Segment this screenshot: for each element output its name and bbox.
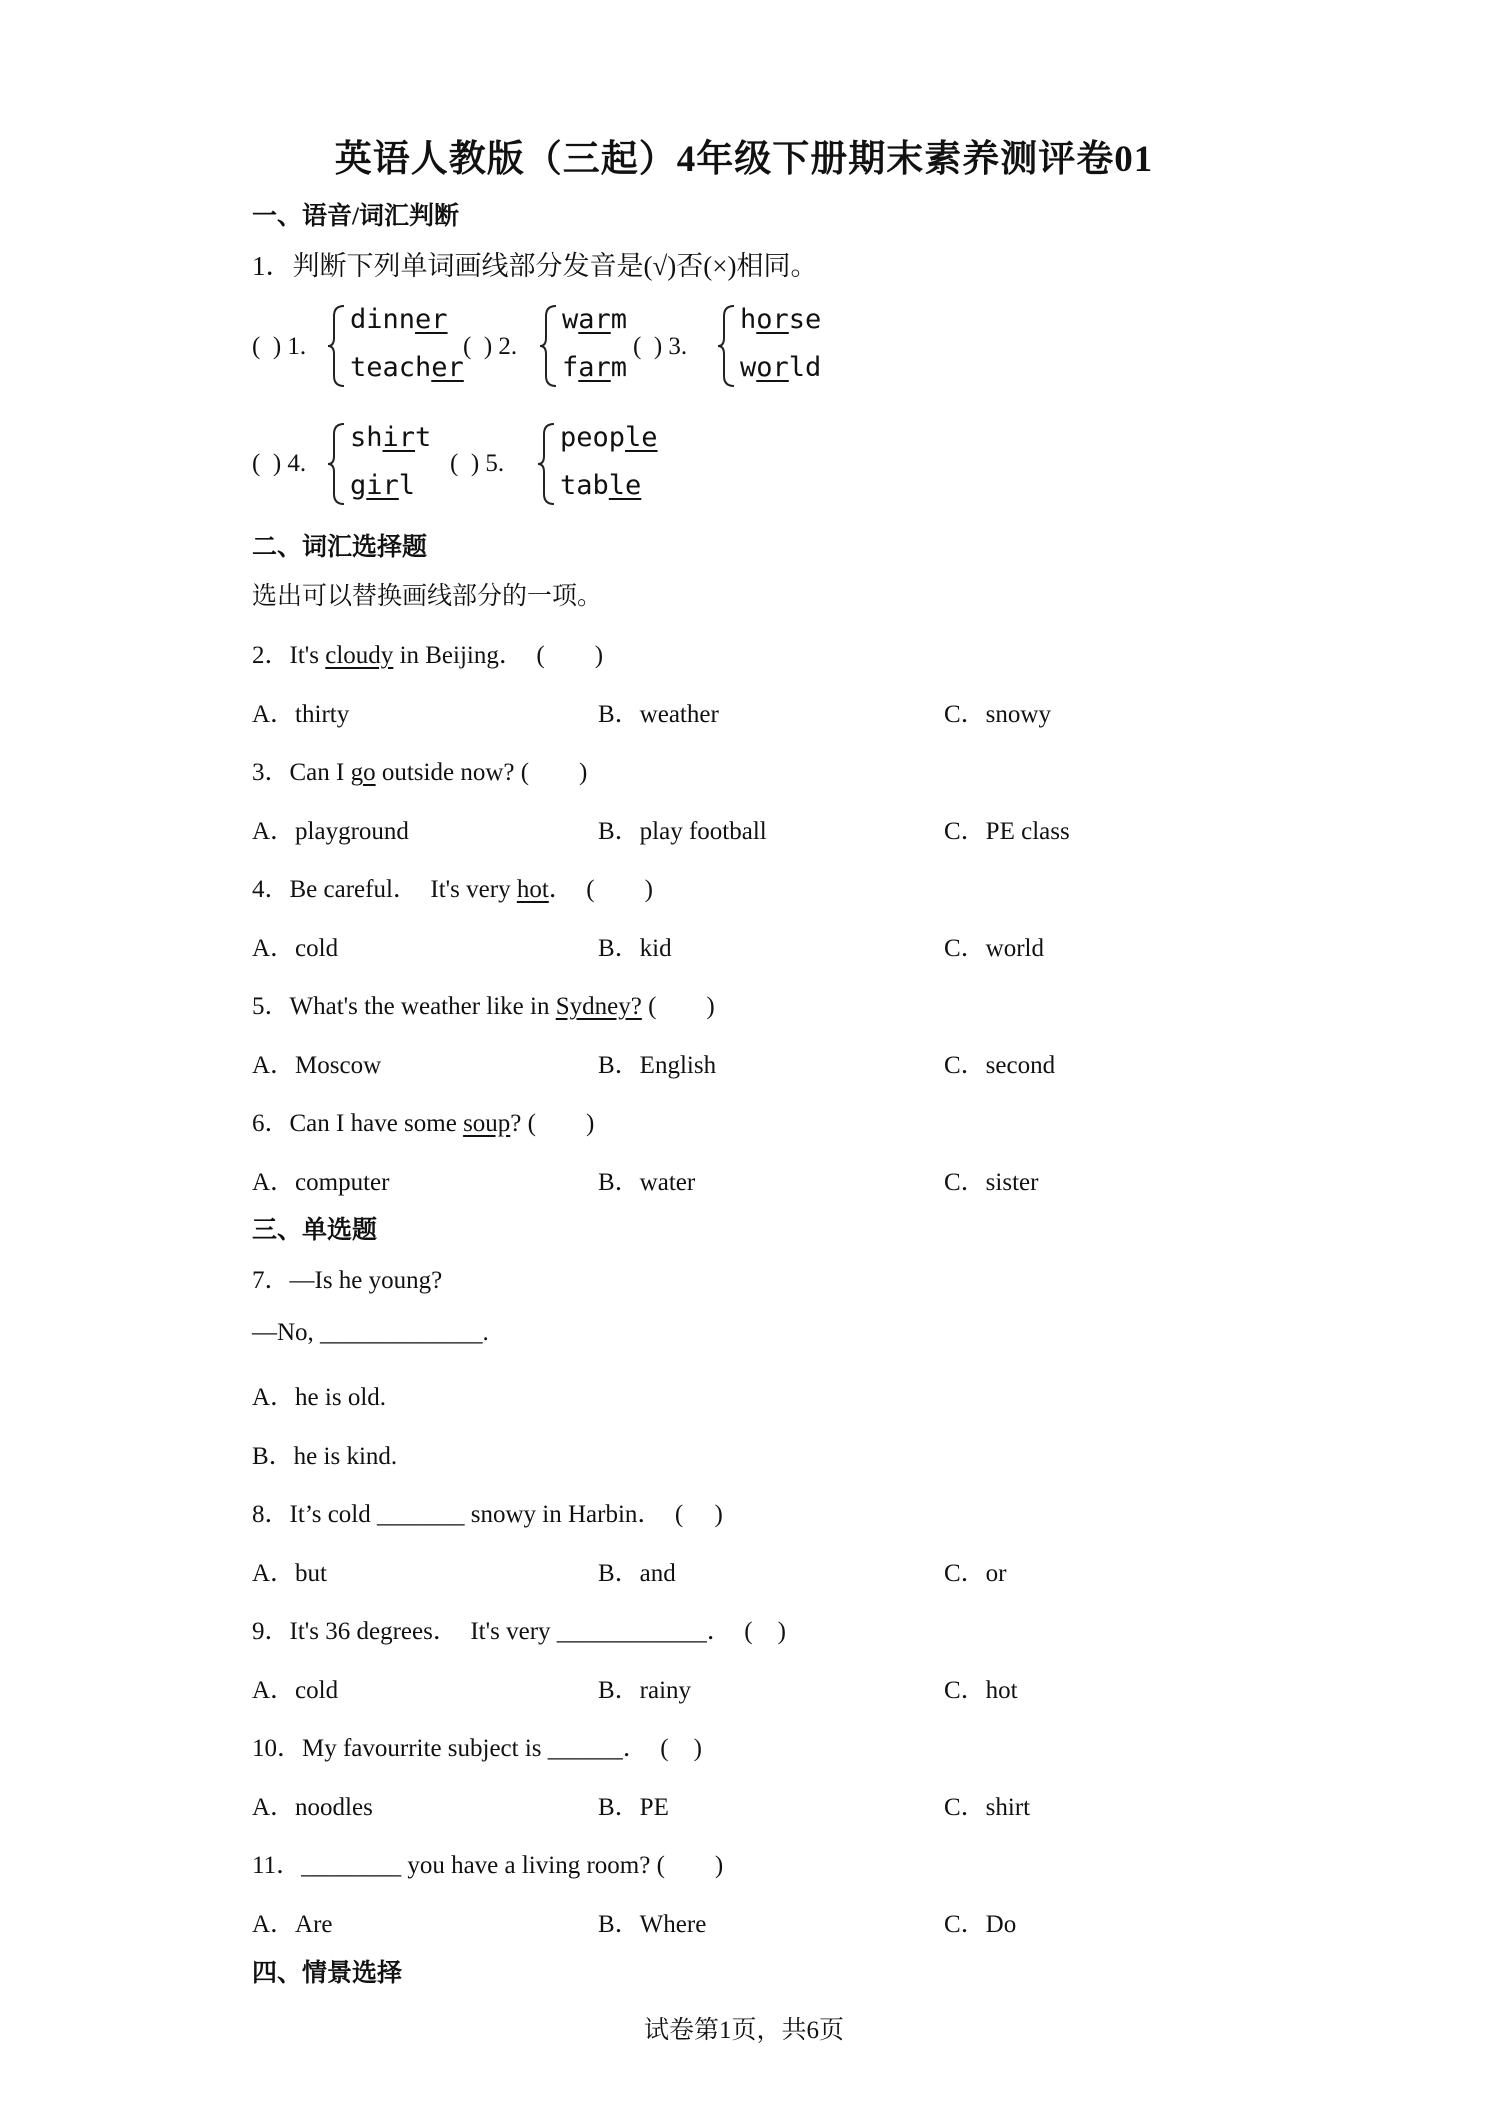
item-label: ( ) 4. [252,450,307,477]
section-4-heading: 四、情景选择 [252,1960,403,1987]
word-a: people [560,422,658,453]
section-3-heading: 三、单选题 [252,1217,378,1244]
option-c[interactable]: C．sister [944,1169,1039,1196]
brace-icon [538,418,560,510]
option-a[interactable]: A．playground [252,818,409,845]
word-a: horse [740,304,822,335]
question-8: 8．It’s cold _______ snowy in Harbin． ( ) [252,1501,723,1528]
brace-icon [328,300,350,392]
option-c[interactable]: C．hot [944,1677,1018,1704]
word-b: world [740,352,822,383]
brace-icon [328,418,350,510]
option-b[interactable]: B．PE [598,1794,669,1821]
question-10: 10．My favourrite subject is ______． ( ) [252,1735,702,1762]
option-b[interactable]: B．Where [598,1911,707,1938]
section-2-instruction: 选出可以替换画线部分的一项。 [252,583,603,610]
question-11: 11．________ you have a living room? ( ) [252,1852,724,1879]
question-2: 2．It's cloudy in Beijing． ( ) [252,642,604,669]
option-a[interactable]: A．thirty [252,701,350,728]
question-5: 5．What's the weather like in Sydney? ( ) [252,993,715,1020]
question-1-instruction: 1．判断下列单词画线部分发音是(√)否(×)相同。 [252,251,818,281]
option-a[interactable]: A．cold [252,935,339,962]
question-7-answer-line: —No, _____________. [252,1319,489,1346]
word-b: table [560,470,642,501]
brace-icon [718,300,740,392]
option-b[interactable]: B．and [598,1560,676,1587]
option-a[interactable]: A．computer [252,1169,390,1196]
option-b[interactable]: B．water [598,1169,696,1196]
option-c[interactable]: C．world [944,935,1045,962]
option-b[interactable]: B．he is kind. [252,1443,398,1470]
section-2-heading: 二、词汇选择题 [252,534,428,561]
word-a: dinner [350,304,448,335]
page-title: 英语人教版（三起）4年级下册期末素养测评卷01 [334,139,1154,180]
option-b[interactable]: B．kid [598,935,672,962]
option-c[interactable]: C．second [944,1052,1056,1079]
option-a[interactable]: A．cold [252,1677,339,1704]
option-a[interactable]: A．Moscow [252,1052,382,1079]
option-a[interactable]: A．noodles [252,1794,373,1821]
question-3: 3．Can I go outside now? ( ) [252,759,588,786]
question-7: 7．—Is he young? [252,1267,443,1294]
page-footer: 试卷第1页，共6页 [643,2017,844,2044]
option-c[interactable]: C．or [944,1560,1007,1587]
option-c[interactable]: C．snowy [944,701,1051,728]
option-c[interactable]: C．shirt [944,1794,1031,1821]
word-b: farm [562,352,628,383]
option-a[interactable]: A．he is old. [252,1384,387,1411]
item-label: ( ) 3. [633,333,688,360]
word-b: teacher [350,352,464,383]
question-4: 4．Be careful． It's very hot． ( ) [252,876,653,903]
option-b[interactable]: B．English [598,1052,717,1079]
item-label: ( ) 2. [463,333,518,360]
option-a[interactable]: A．but [252,1560,328,1587]
question-9: 9．It's 36 degrees． It's very ____________． ( ) [252,1618,786,1645]
option-b[interactable]: B．rainy [598,1677,692,1704]
option-c[interactable]: C．Do [944,1911,1017,1938]
option-c[interactable]: C．PE class [944,818,1070,845]
question-6: 6．Can I have some soup? ( ) [252,1110,595,1137]
item-label: ( ) 5. [450,450,505,477]
word-a: shirt [350,422,432,453]
option-b[interactable]: B．weather [598,701,719,728]
word-b: girl [350,470,416,501]
brace-icon [540,300,562,392]
word-a: warm [562,304,628,335]
option-b[interactable]: B．play football [598,818,767,845]
option-a[interactable]: A．Are [252,1911,333,1938]
section-1-heading: 一、语音/词汇判断 [252,203,459,230]
item-label: ( ) 1. [252,333,307,360]
